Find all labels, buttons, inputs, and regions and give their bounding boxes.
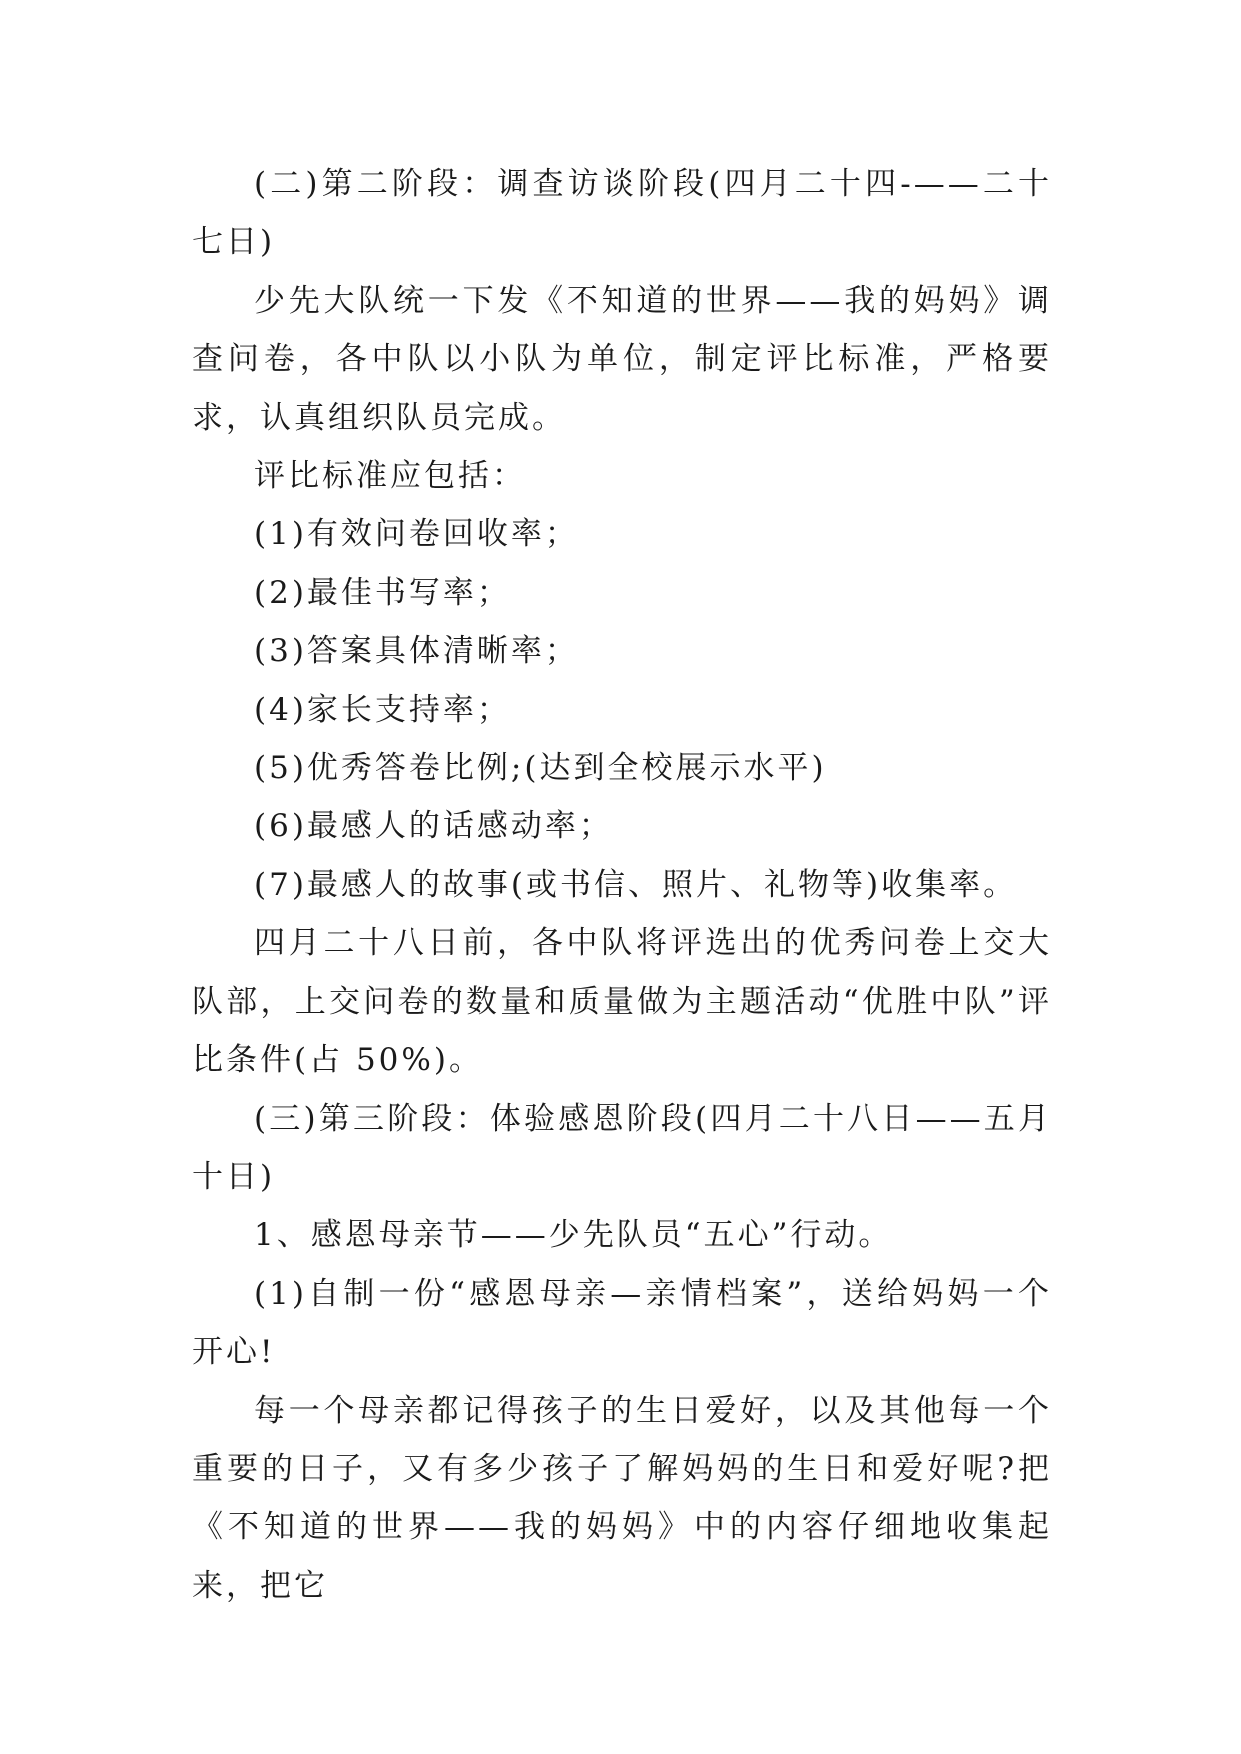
criteria-item-3: (3)答案具体清晰率； — [254, 633, 579, 670]
criteria-item-5: (5)优秀答卷比例;(达到全校展示水平) — [254, 750, 827, 787]
criteria-item-1: (1)有效问卷回收率； — [254, 516, 579, 553]
paragraph-birthday: 每一个母亲都记得孩子的生日爱好，以及其他每一个重要的日子，又有多少孩子了解妈妈的生日和爱好呢?把《不知道的世界——我的妈妈》中的内容仔细地收集起来，把它 — [192, 1392, 1052, 1604]
section-heading-stage-two: (二)第二阶段：调查访谈阶段(四月二十四-——二十七日) — [192, 166, 1052, 261]
paragraph-questionnaire: 少先大队统一下发《不知道的世界——我的妈妈》调查问卷，各中队以小队为单位，制定评比标准，严格要求，认真组织队员完成。 — [192, 282, 1052, 436]
section-heading-stage-three: (三)第三阶段：体验感恩阶段(四月二十八日——五月十日) — [192, 1100, 1052, 1195]
subsection-heading-mothers-day: 1、感恩母亲节——少先队员“五心”行动。 — [254, 1217, 893, 1254]
action-item-1: (1)自制一份“感恩母亲—亲情档案”，送给妈妈一个开心! — [192, 1275, 1052, 1371]
document-body — [192, 155, 1052, 1615]
criteria-item-2: (2)最佳书写率； — [254, 574, 511, 611]
criteria-item-7: (7)最感人的故事(或书信、照片、礼物等)收集率。 — [254, 866, 1018, 903]
criteria-item-6: (6)最感人的话感动率； — [254, 808, 613, 845]
criteria-item-4: (4)家长支持率； — [254, 691, 511, 728]
criteria-intro: 评比标准应包括： — [254, 458, 526, 495]
paragraph-submission: 四月二十八日前，各中队将评选出的优秀问卷上交大队部，上交问卷的数量和质量做为主题活动“优胜中队”评比条件(占 50%)。 — [192, 925, 1052, 1079]
